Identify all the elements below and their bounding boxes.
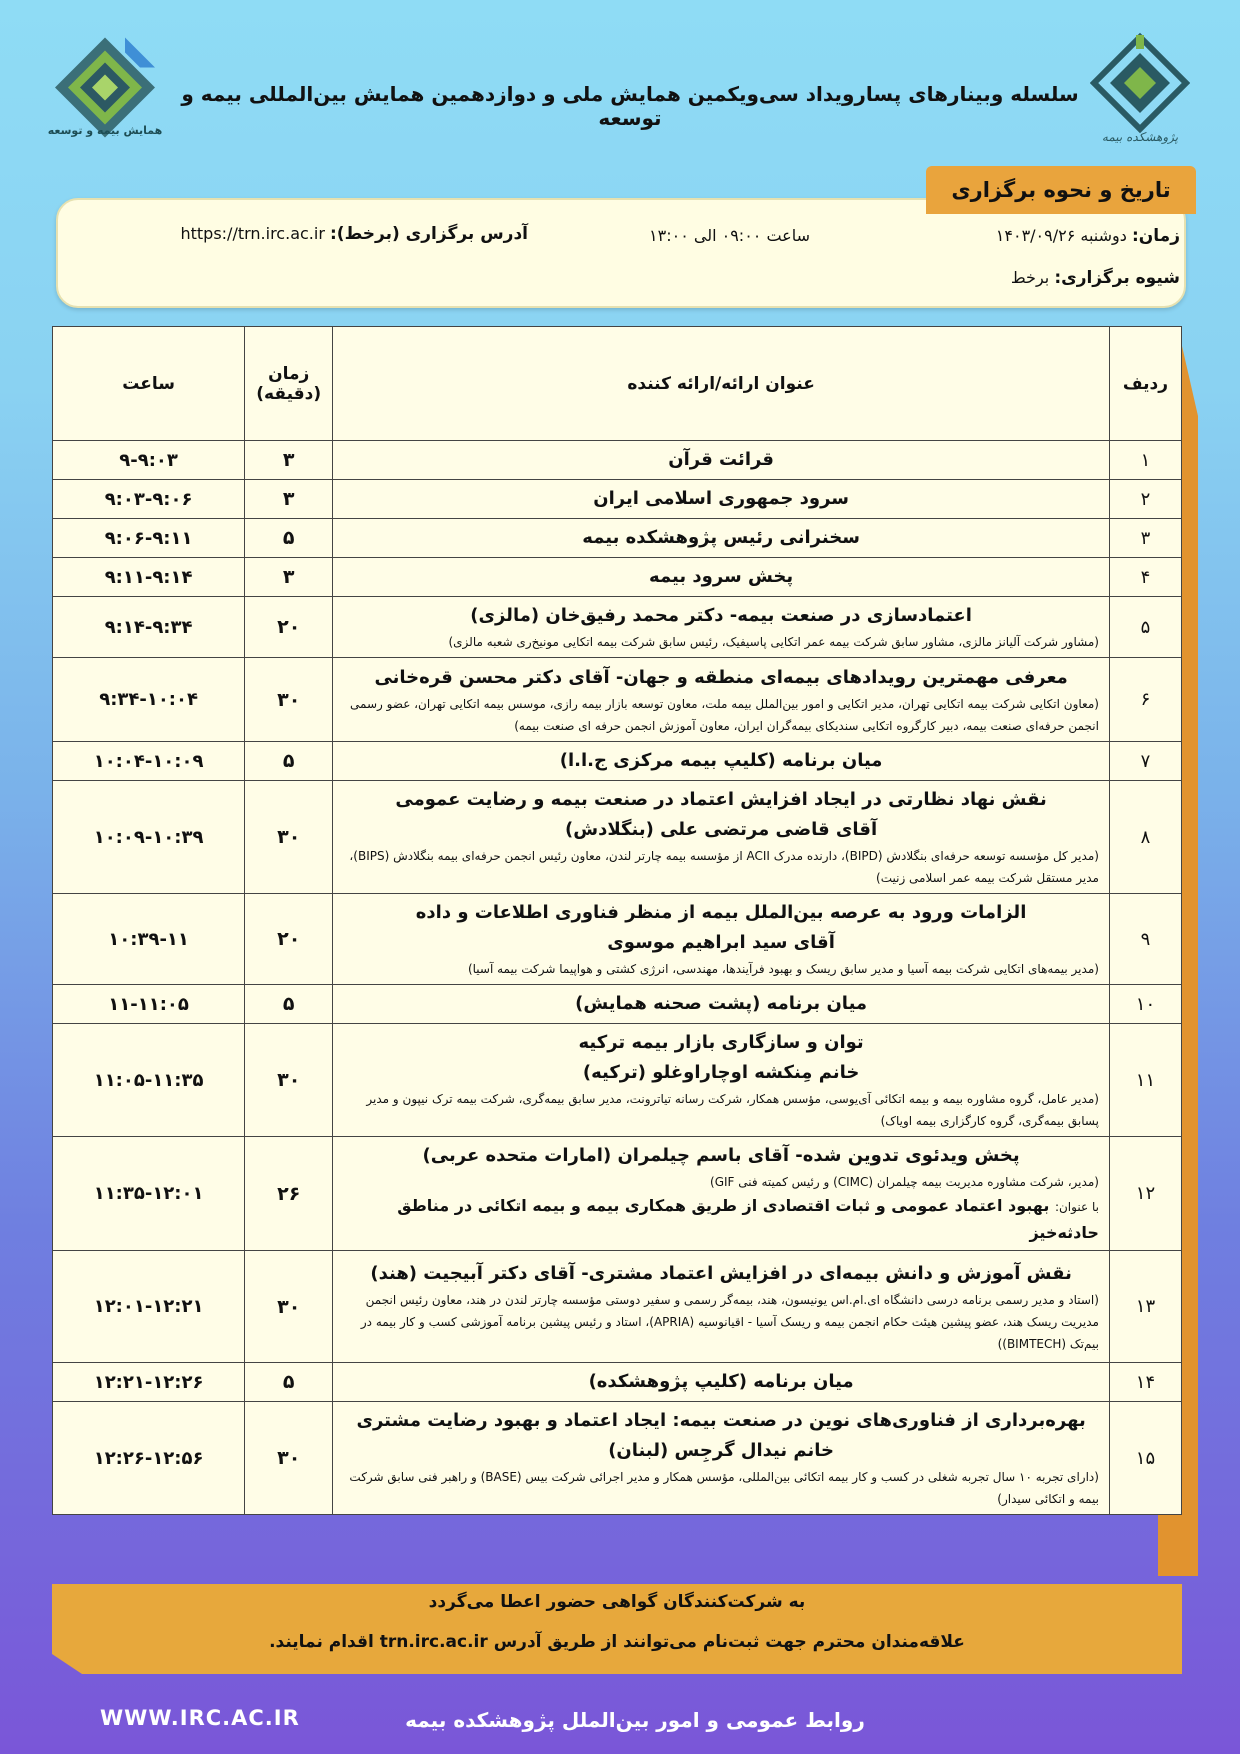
event-time: ساعت ۰۹:۰۰ الی ۱۳:۰۰ <box>649 226 810 245</box>
row-duration: ۳۰ <box>245 1024 333 1137</box>
header-duration: زمان (دقیقه) <box>245 327 333 441</box>
row-title-cell <box>333 1402 1110 1515</box>
row-duration: ۵ <box>245 519 333 558</box>
row-index: ۲ <box>1109 480 1181 519</box>
row-title-cell <box>333 1024 1110 1137</box>
row-title-cell <box>333 597 1110 658</box>
session-title: میان برنامه (پشت صحنه همایش) <box>575 993 868 1014</box>
row-time: ۱۱:۰۵-۱۱:۳۵ <box>53 1024 245 1137</box>
speaker-bio: (معاون اتکایی شرکت بیمه اتکایی تهران، مدیر اتکایی و امور بین‌الملل بیمه ملت، معاون توسعه بازار بیمه رازی، موسس بیمه اتکایی تهران، عضو رسمی انجمن حرفه‌ای صنعت بیمه، دبیر کارگروه اتکایی سندیکای بیمه‌گران ایران، معاون آموزش انجمن حرفه ای صنعت بیمه) <box>350 696 1099 733</box>
row-duration: ۳ <box>245 558 333 597</box>
header-index: ردیف <box>1109 327 1181 441</box>
header-time: ساعت <box>53 327 245 441</box>
registration-note: علاقه‌مندان محترم جهت ثبت‌نام می‌توانند از طریق آدرس trn.irc.ac.ir اقدام نمایند. <box>269 1632 965 1652</box>
session-title: نقش آموزش و دانش بیمه‌ای در افزایش اعتماد مشتری- آقای دکتر آبیجیت (هند) <box>370 1262 1072 1284</box>
row-index: ۴ <box>1109 558 1181 597</box>
table-row <box>53 558 1182 597</box>
page-title: سلسله وبینارهای پسارویداد سی‌ویکمین همایش ملی و دوازدهمین همایش بین‌المللی بیمه و توسعه <box>181 82 1079 130</box>
row-index: ۱۱ <box>1109 1024 1181 1137</box>
session-title: نقش نهاد نظارتی در ایجاد افزایش اعتماد در صنعت بیمه و رضایت عمومی <box>395 789 1047 810</box>
session-title: اعتمادسازی در صنعت بیمه- دکتر محمد رفیق‌خان (مالزی) <box>470 605 972 626</box>
session-title: پخش سرود بیمه <box>649 566 794 587</box>
table-row <box>53 519 1182 558</box>
table-row <box>53 985 1182 1024</box>
event-date <box>996 226 1180 246</box>
event-info-heading: تاریخ و نحوه برگزاری <box>926 166 1196 214</box>
row-index: ۱۲ <box>1109 1137 1181 1251</box>
session-title: الزامات ورود به عرصه بین‌الملل بیمه از منظر فناوری اطلاعات و داده <box>415 902 1027 923</box>
session-title: میان برنامه (کلیپ پژوهشکده) <box>588 1371 854 1392</box>
session-subject <box>343 1193 1099 1246</box>
row-index: ۱ <box>1109 441 1181 480</box>
row-duration: ۲۰ <box>245 894 333 985</box>
row-title-cell <box>333 781 1110 894</box>
row-time: ۹:۱۴-۹:۳۴ <box>53 597 245 658</box>
row-time: ۹-۹:۰۳ <box>53 441 245 480</box>
row-duration: ۲۰ <box>245 597 333 658</box>
address-label: آدرس برگزاری (برخط): <box>330 224 528 244</box>
header-title: عنوان ارائه/ارائه کننده <box>333 327 1110 441</box>
website-link[interactable]: WWW.IRC.AC.IR <box>100 1706 300 1730</box>
row-index: ۸ <box>1109 781 1181 894</box>
row-index: ۶ <box>1109 658 1181 742</box>
row-title-cell <box>333 441 1110 480</box>
mode-label: شیوه برگزاری: <box>1054 268 1180 288</box>
mode-value: برخط <box>1010 268 1050 287</box>
speaker-bio: (مدیر کل مؤسسه توسعه حرفه‌ای بنگلادش (BIPD)، دارنده مدرک ACII از مؤسسه بیمه چارتر لندن، معاون رئیس انجمن حرفه‌ای بیمه بنگلادش (BIPS)، مدیر مستقل شرکت بیمه عمر اسلامی زنیت) <box>349 849 1099 885</box>
row-duration: ۳ <box>245 480 333 519</box>
session-subject-label: با عنوان: <box>1054 1200 1099 1214</box>
certificate-note: به شرکت‌کنندگان گواهی حضور اعطا می‌گردد <box>428 1592 806 1612</box>
program-table <box>52 326 1182 1515</box>
row-time: ۱۲:۲۱-۱۲:۲۶ <box>53 1363 245 1402</box>
conference-logo-caption: همایش بیمه و توسعه <box>47 124 163 137</box>
row-title-cell <box>333 1137 1110 1251</box>
session-title: توان و سازگاری بازار بیمه ترکیه <box>578 1032 864 1053</box>
department-name: روابط عمومی و امور بین‌الملل پژوهشکده بیمه <box>405 1708 865 1732</box>
event-info-panel <box>56 198 1186 308</box>
speaker-bio: (استاد و مدیر رسمی برنامه درسی دانشگاه ای.ام.اس یونیسون، هند، بیمه‌گر رسمی و سفیر دوستی مؤسسه چارتر لندن در هند، معاون رئیس انجمن مدیریت ریسک هند، عضو پیشین هیئت حکام انجمن بیمه و ریسک آسیا - اقیانوسیه (APRIA)، استاد و رئیس پیشین برنامه آموزشی کسب و کار بیمه در بیم‌تک (BIMTECH)) <box>360 1292 1099 1351</box>
row-title-cell <box>333 519 1110 558</box>
row-duration: ۳۰ <box>245 1251 333 1363</box>
session-speaker: آقای سید ابراهیم موسوی <box>607 932 835 953</box>
program-table-container <box>52 326 1182 1515</box>
row-time: ۱۰:۰۹-۱۰:۳۹ <box>53 781 245 894</box>
row-title-cell <box>333 894 1110 985</box>
row-index: ۱۰ <box>1109 985 1181 1024</box>
row-index: ۵ <box>1109 597 1181 658</box>
session-subject-text: بهبود اعتماد عمومی و ثبات اقتصادی از طریق همکاری بیمه و بیمه اتکائی در مناطق حادثه‌خیز <box>397 1196 1099 1242</box>
table-row <box>53 894 1182 985</box>
row-time: ۱۰:۰۴-۱۰:۰۹ <box>53 742 245 781</box>
speaker-bio: (مشاور شرکت آلیانز مالزی، مشاور سابق شرکت بیمه عمر اتکایی پاسیفیک، رئیس سابق شرکت بیمه اتکایی مونیخ‌ری شعبه مالزی) <box>448 635 1099 649</box>
row-duration: ۳۰ <box>245 1402 333 1515</box>
session-speaker: خانم نیدال گرجِس (لبنان) <box>608 1440 834 1461</box>
row-index: ۱۵ <box>1109 1402 1181 1515</box>
table-row <box>53 1251 1182 1363</box>
session-speaker: خانم مِنکشه اوچاراوغلو (ترکیه) <box>582 1062 860 1083</box>
table-row <box>53 480 1182 519</box>
session-title: میان برنامه (کلیپ بیمه مرکزی ج.ا.ا) <box>559 750 883 771</box>
table-row <box>53 742 1182 781</box>
row-duration: ۳۰ <box>245 781 333 894</box>
table-row <box>53 1137 1182 1251</box>
row-duration: ۵ <box>245 985 333 1024</box>
speaker-bio: (مدیر عامل، گروه مشاوره بیمه و بیمه اتکائی آی‌یوسی، مؤسس همکار، شرکت رسانه تیاترونت، مدیر سابق بیمه‌گری، شرکت بیمه ترک نیپون و مدیر پسابق بیمه‌گری، گروه کارگزاری بیمه اویاک) <box>366 1092 1099 1128</box>
date-value: دوشنبه ۱۴۰۳/۰۹/۲۶ <box>995 226 1127 245</box>
event-mode <box>1011 268 1180 288</box>
row-time: ۱۲:۲۶-۱۲:۵۶ <box>53 1402 245 1515</box>
row-time: ۹:۰۳-۹:۰۶ <box>53 480 245 519</box>
date-label: زمان: <box>1131 226 1180 246</box>
table-row <box>53 597 1182 658</box>
speaker-bio: (دارای تجربه ۱۰ سال تجربه شغلی در کسب و کار بیمه اتکائی بین‌المللی، مؤسس همکار و مدیر اجرائی شرکت بیس (BASE) و راهبر فنی سابق شرکت بیمه و اتکائی سیدار) <box>349 1470 1099 1506</box>
table-row <box>53 1024 1182 1137</box>
session-title: سخنرانی رئیس پژوهشکده بیمه <box>582 527 860 548</box>
row-index: ۹ <box>1109 894 1181 985</box>
row-duration: ۲۶ <box>245 1137 333 1251</box>
row-time: ۹:۰۶-۹:۱۱ <box>53 519 245 558</box>
page-header <box>0 0 1240 160</box>
row-duration: ۳ <box>245 441 333 480</box>
row-title-cell <box>333 1251 1110 1363</box>
row-index: ۷ <box>1109 742 1181 781</box>
table-row <box>53 781 1182 894</box>
session-title: معرفی مهمترین رویدادهای بیمه‌ای منطقه و جهان- آقای دکتر محسن قره‌خانی <box>374 666 1068 688</box>
row-time: ۱۰:۳۹-۱۱ <box>53 894 245 985</box>
row-index: ۱۴ <box>1109 1363 1181 1402</box>
table-row <box>53 1363 1182 1402</box>
row-time: ۱۲:۰۱-۱۲:۲۱ <box>53 1251 245 1363</box>
session-speaker: آقای قاضی مرتضی علی (بنگلادش) <box>565 819 878 840</box>
program-table-body <box>53 441 1182 1515</box>
row-title-cell <box>333 480 1110 519</box>
table-row <box>53 1402 1182 1515</box>
row-index: ۱۳ <box>1109 1251 1181 1363</box>
institute-logo-caption: پژوهشکده بیمه <box>1101 130 1179 144</box>
session-title: بهره‌برداری از فناوری‌های نوین در صنعت بیمه: ایجاد اعتماد و بهبود رضایت مشتری <box>356 1410 1086 1431</box>
row-duration: ۳۰ <box>245 658 333 742</box>
row-index: ۳ <box>1109 519 1181 558</box>
address-link[interactable]: https://trn.irc.ac.ir <box>180 224 325 243</box>
speaker-bio: (مدیر بیمه‌های اتکایی شرکت بیمه آسیا و مدیر سابق ریسک و بهبود فرآیندها، مهندسی، انرژی کشتی و هواپیما شرکت بیمه آسیا) <box>467 962 1099 976</box>
row-title-cell <box>333 658 1110 742</box>
row-title-cell <box>333 558 1110 597</box>
session-title: قرائت قرآن <box>668 449 774 470</box>
row-time: ۱۱:۳۵-۱۲:۰۱ <box>53 1137 245 1251</box>
row-duration: ۵ <box>245 1363 333 1402</box>
row-title-cell <box>333 985 1110 1024</box>
table-row <box>53 441 1182 480</box>
table-header-row <box>53 327 1182 441</box>
row-title-cell <box>333 742 1110 781</box>
row-title-cell <box>333 1363 1110 1402</box>
table-row <box>53 658 1182 742</box>
event-address <box>180 224 528 244</box>
session-title: پخش ویدئوی تدوین شده- آقای باسم چیلمران (امارات متحده عربی) <box>422 1145 1020 1166</box>
row-time: ۱۱-۱۱:۰۵ <box>53 985 245 1024</box>
row-duration: ۵ <box>245 742 333 781</box>
row-time: ۹:۳۴-۱۰:۰۴ <box>53 658 245 742</box>
row-time: ۹:۱۱-۹:۱۴ <box>53 558 245 597</box>
session-title: سرود جمهوری اسلامی ایران <box>593 488 849 509</box>
speaker-bio: (مدیر، شرکت مشاوره مدیریت بیمه چیلمران (CIMC) و رئیس کمیته فنی GIF) <box>710 1175 1099 1189</box>
